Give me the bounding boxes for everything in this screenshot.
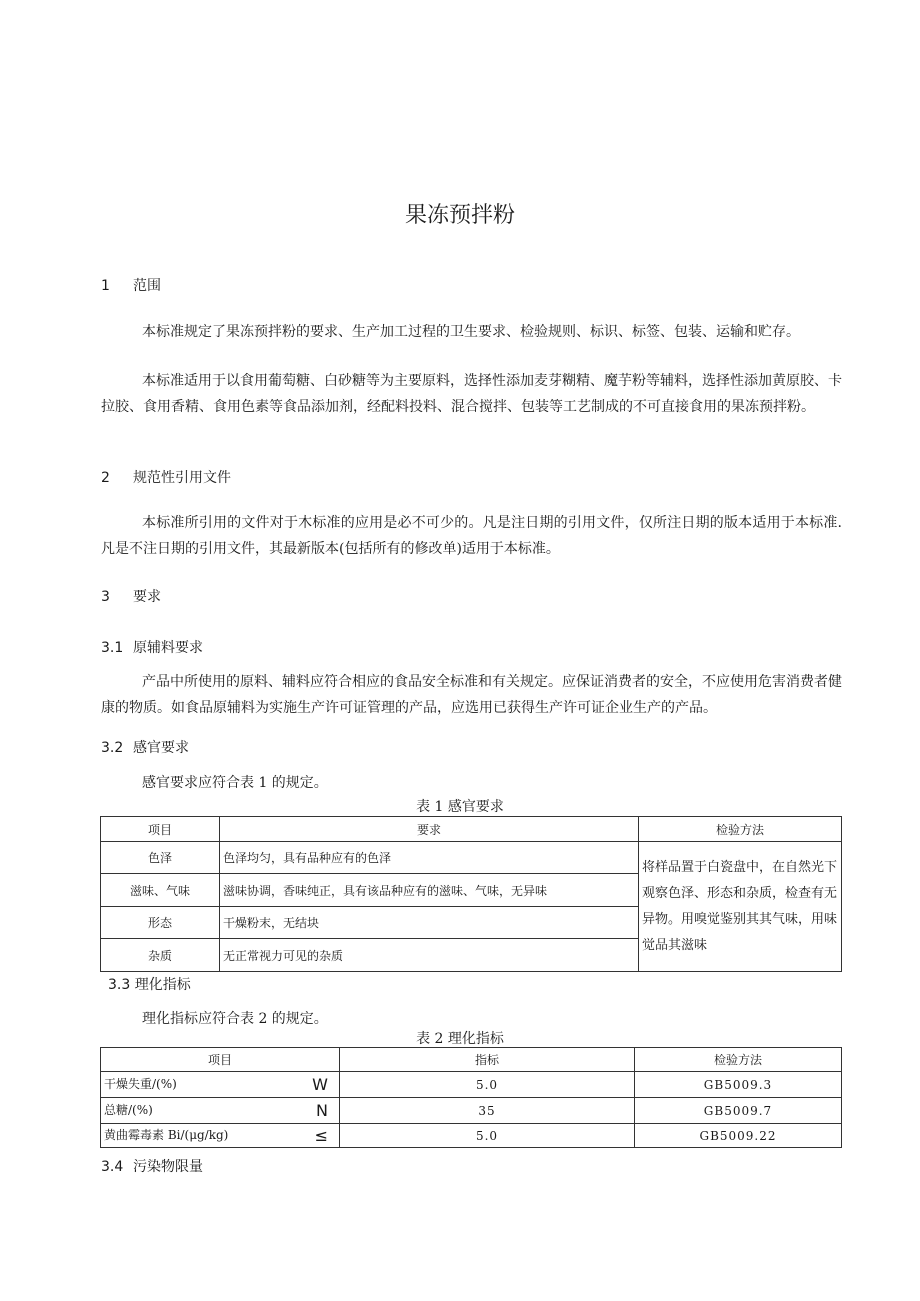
document-title: 果冻预拌粉 (404, 203, 515, 228)
section-3-1-heading (101, 637, 203, 657)
section-number: 3 (101, 589, 110, 605)
table-1-caption: 表 1 感官要求 (416, 799, 504, 815)
table-row (101, 1098, 842, 1124)
row-item: 形态 (101, 907, 220, 939)
section-title: 要求 (133, 589, 161, 605)
row-method: GB5009.7 (635, 1098, 842, 1124)
section-title: 范围 (133, 278, 161, 294)
header-method: 检验方法 (639, 817, 842, 842)
section-3-3-heading: 3.3 理化指标 (108, 977, 191, 993)
section-1-paragraph-2: 本标准适用于以食用葡萄糖、白砂糖等为主要原料，选择性添加麦芽糊精、魔芋粉等辅料，选择性添加黄原胶、卡拉胶、食用香精、食用色素等食品添加剂，经配料投料、混合搅拌、包装等工艺制成的不可直接食用的果冻预拌粉。 (101, 373, 842, 415)
row-method: GB5009.22 (635, 1124, 842, 1148)
table-row (101, 1124, 842, 1148)
section-3-4-heading (101, 1156, 203, 1176)
section-3-2-heading (101, 737, 189, 757)
row-symbol: W (312, 1075, 328, 1094)
header-item: 项目 (101, 817, 220, 842)
section-title: 原辅料要求 (133, 640, 203, 656)
section-3-1-paragraph: 产品中所使用的原料、辅料应符合相应的食品安全标准和有关规定。应保证消费者的安全，不应使用危害消费者健康的物质。如食品原辅料为实施生产许可证管理的产品，应选用已获得生产许可证企业生产的产品。 (101, 674, 842, 716)
row-item (101, 1072, 340, 1098)
table-header-row (101, 1048, 842, 1072)
row-value: 35 (340, 1098, 635, 1124)
header-indicator: 指标 (340, 1048, 635, 1072)
section-number: 3.1 (101, 640, 124, 656)
section-3-2-paragraph: 感官要求应符合表 1 的规定。 (142, 775, 328, 791)
section-number: 3.2 (101, 740, 124, 756)
section-3-heading (101, 586, 161, 606)
table-row (101, 842, 842, 874)
physicochemical-table (100, 1047, 842, 1148)
table-2-caption: 表 2 理化指标 (416, 1031, 504, 1047)
row-value: 5.0 (340, 1072, 635, 1098)
row-symbol: ≤ (314, 1126, 328, 1145)
section-number: 2 (101, 470, 110, 486)
section-title: 污染物限量 (133, 1159, 203, 1175)
section-1-paragraph-1: 本标准规定了果冻预拌粉的要求、生产加工过程的卫生要求、检验规则、标识、标签、包装、运输和贮存。 (142, 324, 800, 340)
row-item (101, 1124, 340, 1148)
row-requirement: 干燥粉末，无结块 (220, 907, 639, 939)
section-2-paragraph-1: 本标准所引用的文件对于木标准的应用是必不可少的。凡是注日期的引用文件，仅所注日期的版本适用于本标准.凡是不注日期的引用文件，其最新版本(包括所有的修改单)适用于本标准。 (101, 515, 842, 557)
row-requirement: 色泽均匀，具有品种应有的色泽 (220, 842, 639, 874)
header-method: 检验方法 (635, 1048, 842, 1072)
row-item: 色泽 (101, 842, 220, 874)
row-item-label: 总糖/(%) (104, 1103, 153, 1117)
row-item (101, 1098, 340, 1124)
method-cell: 将样品置于白瓷盘中，在自然光下观察色泽、形态和杂质，检查有无异物。用嗅觉鉴别其其气味，用味觉品其滋味 (639, 842, 842, 972)
row-item-label: 干燥失重/(%) (104, 1077, 177, 1091)
section-2-heading (101, 467, 231, 487)
row-item: 滋味、气味 (101, 874, 220, 907)
row-requirement: 无正常视力可见的杂质 (220, 939, 639, 972)
row-item: 杂质 (101, 939, 220, 972)
section-3-3-paragraph: 理化指标应符合表 2 的规定。 (142, 1011, 328, 1027)
section-title: 规范性引用文件 (133, 470, 231, 486)
table-row (101, 1072, 842, 1098)
header-requirement: 要求 (220, 817, 639, 842)
section-number: 1 (101, 278, 110, 294)
row-value: 5.0 (340, 1124, 635, 1148)
sensory-table (100, 816, 842, 972)
section-number: 3.4 (101, 1159, 124, 1175)
row-requirement: 滋味协调，香味纯正，具有该品种应有的滋味、气味，无异味 (220, 874, 639, 907)
section-title: 感官要求 (133, 740, 189, 756)
row-symbol: N (316, 1101, 328, 1120)
table-header-row (101, 817, 842, 842)
row-item-label: 黄曲霉毒素 Bi/(μg/kg) (104, 1128, 229, 1142)
header-item: 项目 (101, 1048, 340, 1072)
section-1-heading (101, 275, 161, 295)
row-method: GB5009.3 (635, 1072, 842, 1098)
